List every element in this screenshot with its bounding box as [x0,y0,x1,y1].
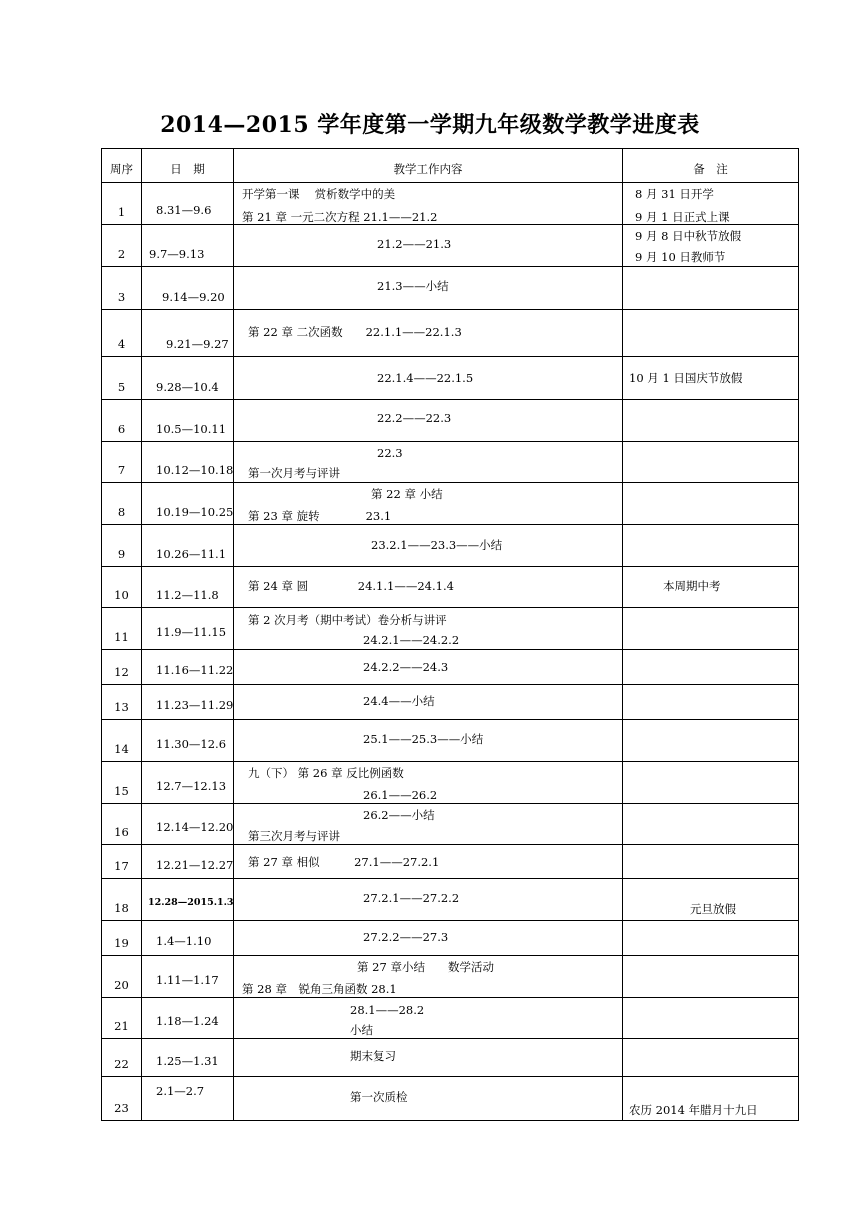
notes-cell [623,483,799,525]
week-cell [102,400,142,442]
note-line: 9 月 10 日教师节 [635,250,726,264]
table-row [102,921,799,956]
date-cell [142,998,234,1039]
header-week-cell [102,149,142,183]
week-cell [102,845,142,879]
notes-cell [623,442,799,483]
week-number: 18 [114,901,129,915]
week-number: 19 [114,936,129,950]
content-cell [234,442,623,483]
week-cell [102,762,142,804]
content-cell [234,879,623,921]
content-line: 21.2——21.3 [377,237,452,251]
date-cell [142,804,234,845]
content-line: 第 23 章 旋转 23.1 [248,509,392,523]
date-range: 11.30—12.6 [156,737,227,751]
content-line: 22.1.4——22.1.5 [377,371,474,385]
content-cell [234,685,623,720]
date-cell [142,720,234,762]
note-line: 农历 2014 年腊月十九日 [629,1103,758,1117]
date-range: 12.14—12.20 [156,820,234,834]
week-number: 12 [114,665,129,679]
table-row [102,685,799,720]
table-row [102,310,799,357]
date-range: 11.2—11.8 [156,588,219,602]
date-range: 1.25—1.31 [156,1054,219,1068]
date-range: 10.5—10.11 [156,422,227,436]
content-line: 27.2.2——27.3 [363,930,449,944]
content-line: 26.2——小结 [363,808,435,822]
note-line: 元旦放假 [690,902,736,916]
week-number: 16 [114,825,129,839]
week-number: 13 [114,700,129,714]
date-cell [142,650,234,685]
date-cell [142,921,234,956]
table-row [102,650,799,685]
date-range: 11.23—11.29 [156,698,234,712]
content-line: 27.2.1——27.2.2 [363,891,460,905]
table-row [102,1077,799,1121]
note-line: 8 月 31 日开学 [635,187,714,201]
date-range: 1.18—1.24 [156,1014,219,1028]
table-row [102,998,799,1039]
week-cell [102,442,142,483]
content-line: 24.2.1——24.2.2 [363,633,460,647]
date-range: 1.4—1.10 [156,934,212,948]
table-row [102,804,799,845]
notes-cell [623,567,799,608]
date-cell [142,845,234,879]
date-range: 9.14—9.20 [162,290,225,304]
content-line: 22.3 [377,446,403,460]
date-range: 11.9—11.15 [156,625,227,639]
week-cell [102,998,142,1039]
date-cell [142,357,234,400]
date-range: 12.21—12.27 [156,858,234,872]
week-cell [102,183,142,225]
table-row [102,183,799,225]
notes-cell [623,608,799,650]
notes-cell [623,357,799,400]
week-number: 6 [117,422,126,436]
table-row [102,567,799,608]
table-row [102,608,799,650]
content-line: 第 27 章小结 数学活动 [357,960,494,974]
week-number: 9 [117,547,126,561]
table-row [102,225,799,267]
content-line: 第 22 章 二次函数 22.1.1——22.1.3 [248,325,462,339]
header-content-cell [234,149,623,183]
notes-cell [623,921,799,956]
content-cell [234,720,623,762]
content-line: 24.4——小结 [363,694,435,708]
header-date-cell [142,149,234,183]
date-cell [142,310,234,357]
notes-cell [623,685,799,720]
notes-cell [623,310,799,357]
table-row [102,879,799,921]
header-date: 日 期 [170,162,205,176]
content-cell [234,567,623,608]
content-line: 第一次质检 [350,1090,408,1104]
week-cell [102,225,142,267]
content-cell [234,762,623,804]
table-row [102,357,799,400]
date-cell [142,525,234,567]
date-range: 12.7—12.13 [156,779,227,793]
notes-cell [623,720,799,762]
date-range: 2.1—2.7 [156,1084,205,1098]
date-range: 1.11—1.17 [156,973,219,987]
week-number: 10 [114,588,129,602]
content-line: 26.1——26.2 [363,788,438,802]
week-number: 2 [117,247,126,261]
content-cell [234,845,623,879]
table-row [102,956,799,998]
week-cell [102,1039,142,1077]
notes-cell [623,762,799,804]
week-number: 15 [114,784,129,798]
table-row [102,762,799,804]
week-number: 3 [117,290,126,304]
notes-cell [623,267,799,310]
date-cell [142,483,234,525]
content-cell [234,357,623,400]
content-line: 第 22 章 小结 [371,487,443,501]
table-row [102,720,799,762]
content-cell [234,1077,623,1121]
date-range: 11.16—11.22 [156,663,234,677]
table-row [102,525,799,567]
date-range: 8.31—9.6 [156,203,212,217]
content-line: 23.2.1——23.3——小结 [371,538,503,552]
week-cell [102,267,142,310]
content-cell [234,956,623,998]
week-number: 14 [114,742,129,756]
week-number: 22 [114,1057,129,1071]
date-cell [142,608,234,650]
note-line: 9 月 1 日正式上课 [635,210,730,224]
content-cell [234,483,623,525]
date-cell [142,183,234,225]
week-cell [102,357,142,400]
date-cell [142,879,234,921]
date-range: 9.21—9.27 [166,337,229,351]
notes-cell [623,1077,799,1121]
week-number: 21 [114,1019,129,1033]
content-cell [234,804,623,845]
date-range: 10.26—11.1 [156,547,227,561]
content-line: 第 27 章 相似 27.1——27.2.1 [248,855,440,869]
content-line: 小结 [350,1023,373,1037]
week-cell [102,525,142,567]
schedule-table [101,148,799,1121]
date-cell [142,1039,234,1077]
notes-cell [623,879,799,921]
week-number: 1 [117,205,126,219]
notes-cell [623,1039,799,1077]
note-line: 10 月 1 日国庆节放假 [629,371,743,385]
date-range: 9.28—10.4 [156,380,219,394]
date-cell [142,1077,234,1121]
date-cell [142,685,234,720]
notes-cell [623,956,799,998]
date-cell [142,400,234,442]
notes-cell [623,183,799,225]
content-line: 开学第一课 赏析数学中的美 [242,187,396,201]
content-line: 21.3——小结 [377,279,449,293]
content-cell [234,225,623,267]
content-line: 第一次月考与评讲 [248,466,340,480]
note-line: 9 月 8 日中秋节放假 [635,229,742,243]
date-cell [142,442,234,483]
table-row [102,442,799,483]
week-cell [102,804,142,845]
notes-cell [623,998,799,1039]
table-row [102,845,799,879]
week-cell [102,879,142,921]
page-title: 2014—2015 学年度第一学期九年级数学教学进度表 [160,112,700,138]
week-number: 7 [117,463,126,477]
week-cell [102,567,142,608]
content-line: 25.1——25.3——小结 [363,732,484,746]
week-cell [102,1077,142,1121]
header-notes: 备 注 [693,162,728,176]
week-number: 4 [117,337,126,351]
content-line: 第三次月考与评讲 [248,829,340,843]
week-cell [102,685,142,720]
table-row [102,1039,799,1077]
date-cell [142,267,234,310]
date-range: 9.7—9.13 [149,247,205,261]
content-line: 第 24 章 圆 24.1.1——24.1.4 [248,579,454,593]
table-row [102,483,799,525]
week-cell [102,720,142,762]
content-line: 第 2 次月考（期中考试）卷分析与讲评 [248,613,447,627]
notes-cell [623,400,799,442]
week-number: 8 [117,505,126,519]
content-line: 28.1——28.2 [350,1003,425,1017]
header-content: 教学工作内容 [393,162,463,176]
date-range: 12.28—2015.1.3 [148,897,234,908]
content-line: 24.2.2——24.3 [363,660,449,674]
week-cell [102,921,142,956]
notes-cell [623,804,799,845]
week-number: 5 [117,380,126,394]
week-number: 17 [114,859,129,873]
content-line: 第 28 章 锐角三角函数 28.1 [242,982,397,996]
header-row [102,149,799,183]
date-range: 10.12—10.18 [156,463,234,477]
content-cell [234,921,623,956]
table-row [102,400,799,442]
date-cell [142,956,234,998]
table-row [102,267,799,310]
header-week: 周序 [110,162,133,176]
date-cell [142,762,234,804]
content-line: 第 21 章 一元二次方程 21.1——21.2 [242,210,438,224]
content-line: 22.2——22.3 [377,411,452,425]
week-number: 23 [114,1101,129,1115]
week-number: 11 [114,630,129,644]
week-cell [102,608,142,650]
notes-cell [623,225,799,267]
date-cell [142,225,234,267]
content-cell [234,400,623,442]
week-cell [102,956,142,998]
notes-cell [623,525,799,567]
content-cell [234,650,623,685]
content-cell [234,267,623,310]
content-line: 九（下） 第 26 章 反比例函数 [248,766,404,780]
week-number: 20 [114,978,129,992]
content-cell [234,1039,623,1077]
date-range: 10.19—10.25 [156,505,234,519]
content-cell [234,525,623,567]
content-line: 期末复习 [350,1049,396,1063]
notes-cell [623,845,799,879]
content-cell [234,310,623,357]
week-cell [102,310,142,357]
content-cell [234,183,623,225]
header-notes-cell [623,149,799,183]
week-cell [102,483,142,525]
note-line: 本周期中考 [663,579,721,593]
content-cell [234,998,623,1039]
content-cell [234,608,623,650]
date-cell [142,567,234,608]
week-cell [102,650,142,685]
notes-cell [623,650,799,685]
